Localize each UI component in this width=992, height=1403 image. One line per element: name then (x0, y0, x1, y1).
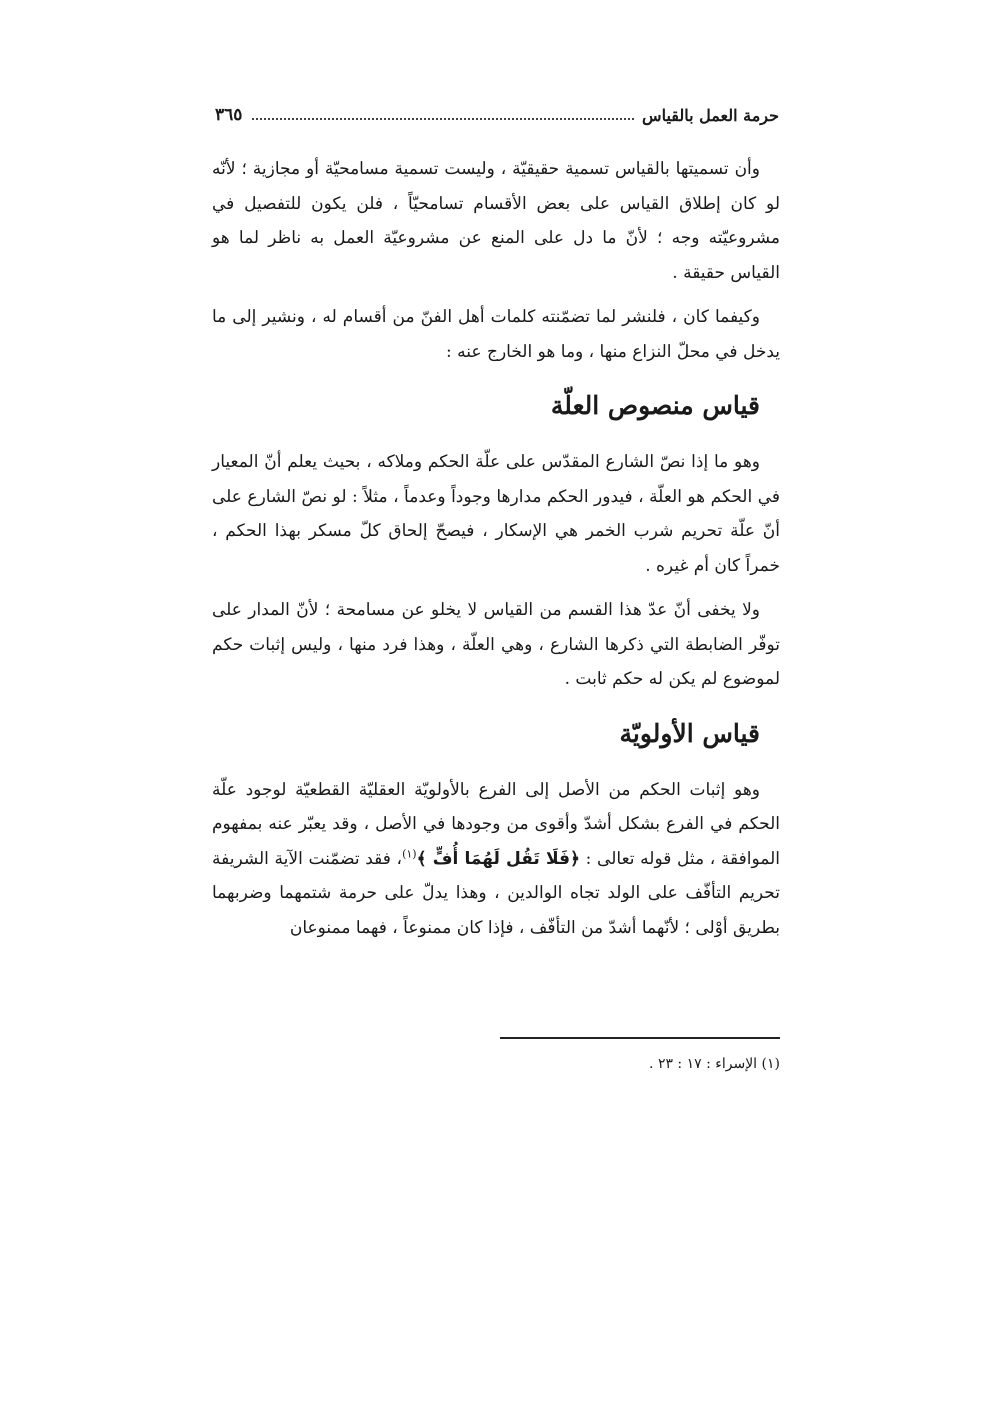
page-number: ٣٦٥ (215, 105, 243, 125)
paragraph-2: وكيفما كان ، فلنشر لما تضمّنته كلمات أهل الفنّ من أقسام له ، ونشير إلى ما يدخل في محلّ النزاع منها ، وما هو الخارج عنه : (212, 307, 780, 362)
body-text (212, 152, 780, 955)
paragraph-5-end: ، فقد تضمّنت الآية الشريفة تحريم التأفّف على الولد تجاه الوالدين ، وهذا يدلّ على حرمة شتمهما وضربهما بطريق أوْلى ؛ لأنّهما أشدّ من التأفّف ، فإذا كان ممنوعاً ، فهما ممنوعان (212, 848, 780, 938)
paragraph-5 (212, 773, 780, 946)
quran-verse: ﴿فَلَا تَقُل لَهُمَا أُفٍّ ﴾ (416, 848, 580, 869)
paragraph-4: ولا يخفى أنّ عدّ هذا القسم من القياس لا يخلو عن مسامحة ؛ لأنّ المدار على توفّر الضابطة التي ذكرها الشارع ، وهي العلّة ، وهذا فرد منها ، وليس إثبات حكم لموضوع لم يكن له حكم ثابت . (212, 600, 780, 689)
paragraph-5-start: وهو إثبات الحكم من الأصل إلى الفرع بالأولويّة العقليّة القطعيّة لوجود علّة الحكم في الفرع بشكل أشدّ وأقوى من وجودها في الأصل ، وقد يعبّر عنه بمفهوم الموافقة ، مثل قوله تعالى : (212, 779, 781, 869)
paragraph-3: وهو ما إذا نصّ الشارع المقدّس على علّة الحكم وملاكه ، بحيث يعلم أنّ المعيار في الحكم هو العلّة ، فيدور الحكم مدارها وجوداً وعدماً ، مثلاً : لو نصّ الشارع على أنّ علّة تحريم شرب الخمر هي الإسكار ، فيصحّ إلحاق كلّ مسكر بهذا الحكم ، خمراً كان أم غيره . (212, 452, 780, 576)
footnote-reference[interactable]: (١) (402, 846, 417, 860)
section-heading-mansus-illah: قياس منصوص العلّة (550, 391, 760, 420)
running-header (215, 100, 779, 130)
footnote-separator (500, 1037, 780, 1039)
paragraph-1: وأن تسميتها بالقياس تسمية حقيقيّة ، وليست تسمية مسامحيّة أو مجازية ؛ لأنّه لو كان إطلاق القياس على بعض الأقسام تسامحيّاً ، فلن يكون للتفصيل في مشروعيّته وجه ؛ لأنّ ما دل على المنع عن مشروعيّة العمل به ناظر لما هو القياس حقيقة . (212, 159, 780, 283)
section-heading-awlawiyya: قياس الأولويّة (619, 718, 760, 748)
dotted-leader (252, 118, 634, 120)
running-title: حرمة العمل بالقياس (642, 105, 779, 125)
footnote-1: (١) الإسراء : ١٧ : ٢٣ . (649, 1056, 780, 1072)
